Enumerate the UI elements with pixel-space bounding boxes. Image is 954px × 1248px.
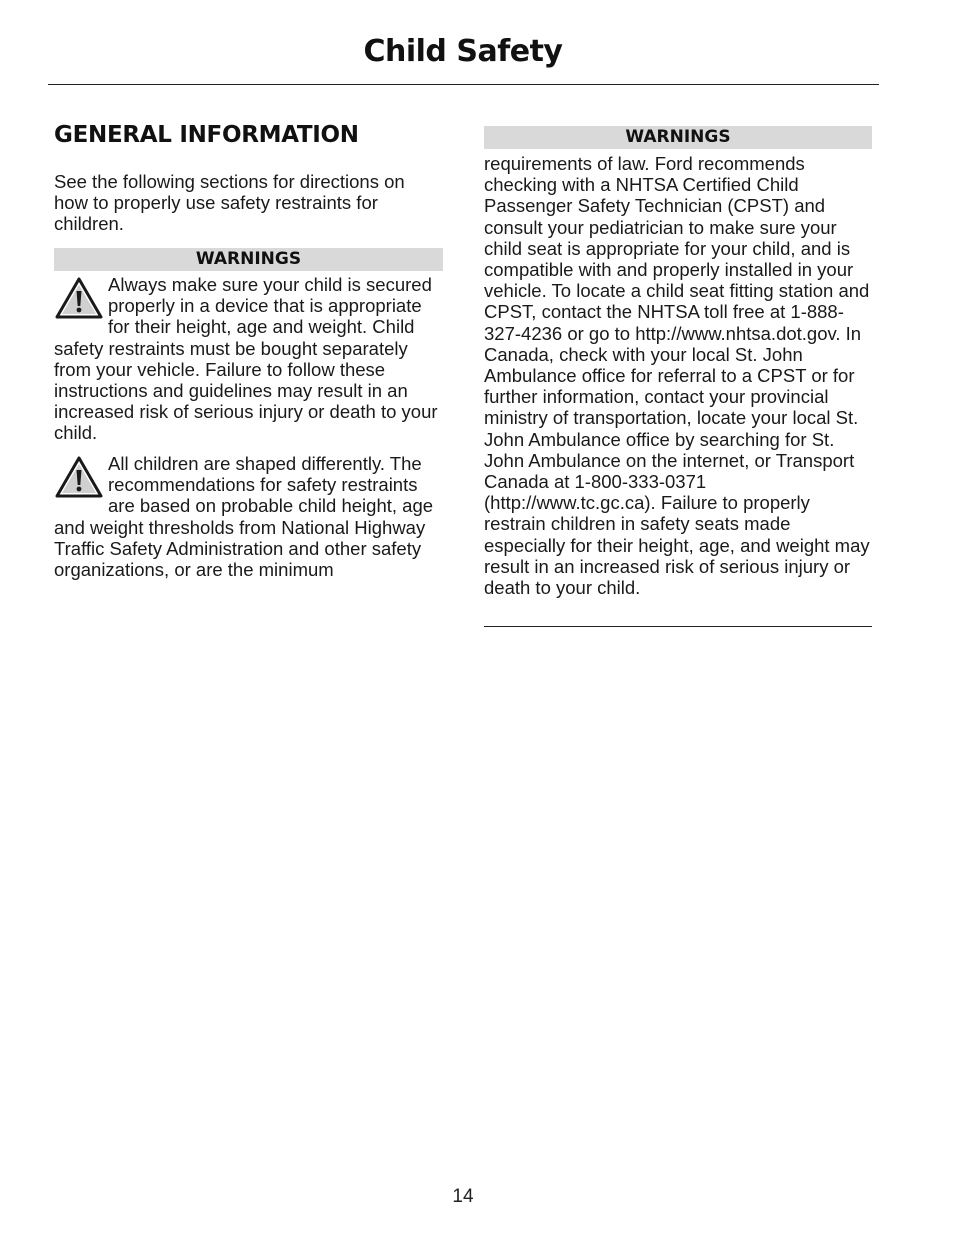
page-title: Child Safety xyxy=(363,34,563,69)
page-number: 14 xyxy=(452,1186,474,1207)
intro-paragraph: See the following sections for directions on how to properly use safety restraints for children. xyxy=(54,171,405,235)
warning-triangle-icon xyxy=(54,276,104,320)
warnings-end-divider xyxy=(484,626,872,627)
warnings-header: WARNINGS xyxy=(484,126,872,149)
title-divider xyxy=(48,84,879,85)
warning-continued-text: requirements of law. Ford recommends checking with a NHTSA Certified Child Passenger Safety Technician (CPST) and consult your pediatrician to make sure your child seat is appropriate for your child, and is compatible with and properly installed in your vehicle. To locate a child seat fitting station and CPST, contact the NHTSA toll free at 1-888-327-4236 or go to http://www.nhtsa.dot.gov. In Canada, check with your local St. John Ambulance office for referral to a CPST or for further information, contact your provincial ministry of transportation, locate your local St. John Ambulance office by searching for St. John Ambulance on the internet, or Transport Canada at 1-800-333-0371 (http://www.tc.gc.ca). Failure to properly restrain children in safety seats made especially for their height, age, and weight may result in an increased risk of serious injury or death to your child. xyxy=(484,153,870,599)
warning-item xyxy=(54,453,443,580)
warnings-header: WARNINGS xyxy=(54,248,443,271)
section-heading: GENERAL INFORMATION xyxy=(54,122,359,148)
warning-item xyxy=(54,274,443,444)
warning-text: All children are shaped differently. The recommendations for safety restraints are based on probable child height, age and weight thresholds from National Highway Traffic Safety Administration and other safety organizations, or are the minimum xyxy=(54,453,434,581)
warning-triangle-icon xyxy=(54,455,104,499)
warning-text: Always make sure your child is secured properly in a device that is appropriate for their height, age and weight. Child safety restraints must be bought separately from your vehicle. Failure to follow these instructions and guidelines may result in an increased risk of serious injury or death to your child. xyxy=(54,274,438,444)
